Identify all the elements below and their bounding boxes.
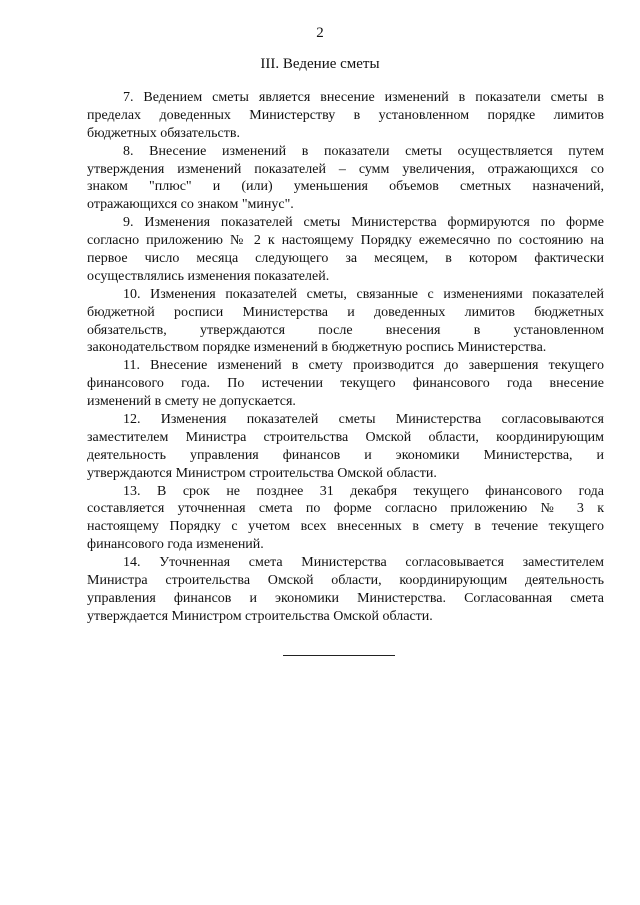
- paragraph-line: знаком "плюс" и (или) уменьшения объемов сметных назначений,: [87, 179, 604, 195]
- paragraph-line: бюджетной росписи Министерства и доведенных лимитов бюджетных: [87, 304, 604, 320]
- paragraph-line: утверждается Министром строительства Омской области.: [87, 608, 433, 624]
- paragraph-line: первое число месяца следующего за месяцем, в котором фактически: [87, 251, 604, 267]
- paragraph-line: 8. Внесение изменений в показатели сметы осуществляется путем: [123, 143, 604, 159]
- paragraph-line: осуществлялись изменения показателей.: [87, 268, 330, 284]
- paragraph-line: 14. Уточненная смета Министерства согласовывается заместителем: [123, 555, 604, 571]
- body-text: [87, 89, 604, 626]
- paragraph-line: 10. Изменения показателей сметы, связанные с изменениями показателей: [123, 286, 604, 302]
- paragraph-line: финансового года изменений.: [87, 537, 264, 553]
- paragraph-line: законодательством порядке изменений в бюджетную роспись Министерства.: [87, 340, 547, 356]
- paragraph-line: утверждения изменений показателей – сумм увеличения, отражающихся со: [87, 161, 604, 177]
- paragraph-line: заместителем Министра строительства Омской области, координирующим: [87, 429, 604, 445]
- paragraph-line: обязательств, утверждаются после внесения в установленном: [87, 322, 604, 338]
- paragraph-line: 9. Изменения показателей сметы Министерства формируются по форме: [123, 215, 604, 231]
- paragraph: [87, 89, 604, 143]
- paragraph: [87, 286, 604, 358]
- paragraph: [87, 214, 604, 286]
- paragraph-line: изменений в смету не допускается.: [87, 394, 296, 410]
- paragraph-line: Министра строительства Омской области, координирующим деятельность: [87, 573, 604, 589]
- paragraph-line: составляется уточненная смета по форме согласно приложению № 3 к: [87, 501, 604, 517]
- paragraph-line: согласно приложению № 2 к настоящему Порядку ежемесячно по состоянию на: [87, 233, 604, 249]
- paragraph: [87, 357, 604, 411]
- paragraph-line: финансового года. По истечении текущего финансового года внесение: [87, 376, 604, 392]
- paragraph-line: 12. Изменения показателей сметы Министерства согласовываются: [123, 412, 604, 428]
- paragraph: [87, 483, 604, 555]
- paragraph-line: утверждаются Министром строительства Омской области.: [87, 465, 437, 481]
- paragraph: [87, 554, 604, 626]
- paragraph-line: деятельность управления финансов и экономики Министерства, и: [87, 447, 604, 463]
- section-title: III. Ведение сметы: [260, 56, 380, 72]
- paragraph-line: 13. В срок не позднее 31 декабря текущего финансового года: [123, 483, 604, 499]
- paragraph-line: отражающихся со знаком "минус".: [87, 197, 294, 213]
- paragraph-line: управления финансов и экономики Министерства. Согласованная смета: [87, 590, 604, 606]
- paragraph: [87, 411, 604, 483]
- paragraph-line: 7. Ведением сметы является внесение изменений в показатели сметы в: [123, 90, 604, 105]
- paragraph-line: пределах доведенных Министерству в установленном порядке лимитов: [87, 107, 604, 123]
- paragraph: [87, 143, 604, 215]
- page-number: 2: [316, 25, 324, 41]
- end-divider-line: [283, 655, 395, 656]
- paragraph-line: 11. Внесение изменений в смету производится до завершения текущего: [123, 358, 604, 374]
- paragraph-line: бюджетных обязательств.: [87, 125, 240, 141]
- paragraph-line: настоящему Порядку с учетом всех внесенных в смету в течение текущего: [87, 519, 604, 535]
